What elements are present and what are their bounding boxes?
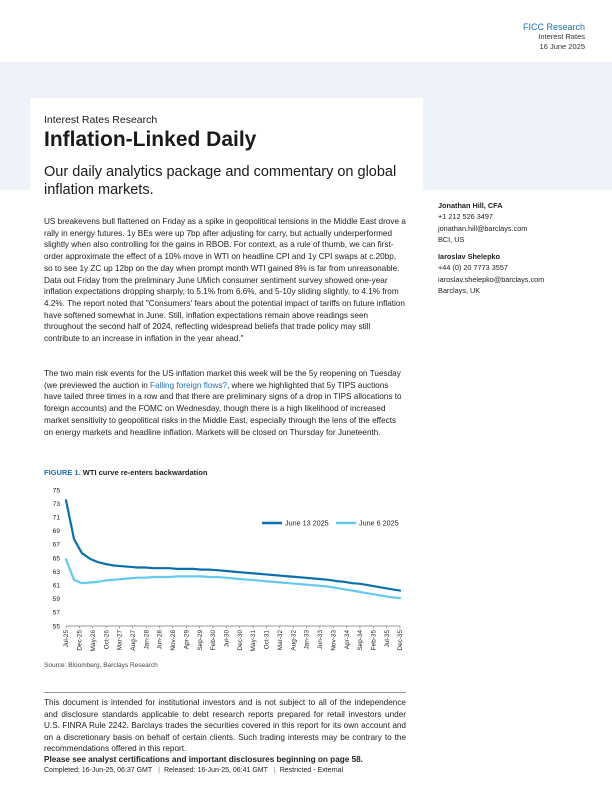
x-tick-label: Nov-28 [170, 630, 178, 651]
x-tick-label: Jan-33 [303, 630, 311, 650]
wti-curve-chart [44, 482, 406, 660]
x-tick-label: Jul-35 [383, 630, 391, 648]
x-tick-label: Dec-35 [397, 630, 405, 651]
analyst-contacts [438, 200, 588, 302]
x-tick-label: Sep-29 [196, 630, 204, 651]
x-tick-label: Aug-27 [130, 630, 137, 651]
x-tick-label: Apr-29 [183, 630, 191, 650]
disclaimer: This document is intended for institutional investors and is not subject to all of the independence and disclosure standards applicable to debt research reports prepared for retail investors under U.S. FINRA Rule 2242. Barclays trades the securities covered in this report for its own account and on a discretionary basis on behalf of certain clients. Such trading interests may be contrary to the recommendations offered in this report. [44, 698, 406, 754]
figure-caption [44, 468, 207, 477]
paragraph-text: , where we highlighted that 5y TIPS auctions have tailed three times in a row and that there are preliminary signs of a drop in TIPS allocations to foreign accounts) and the FOMC on Wednesday, though there is a high likelihood of increased market sensitivity to geopolitical risks in the Middle East, especially through the lens of the effects on energy markets and headline inflation. Markets will be closed on Thursday for Juneteenth. [44, 380, 402, 437]
figure-number: FIGURE 1. [44, 468, 81, 477]
x-tick-label: Sep-34 [357, 630, 365, 651]
x-tick-label: Oct-26 [103, 630, 111, 650]
page-title: Inflation-Linked Daily [44, 128, 257, 151]
x-tick-label: Feb-30 [210, 630, 218, 651]
header-meta [523, 22, 585, 52]
contact-card [438, 251, 588, 296]
y-tick-label: 75 [52, 487, 60, 495]
analyst-email[interactable]: jonathan.hill@barclays.com [438, 223, 528, 233]
figure-title: WTI curve re-enters backwardation [82, 468, 208, 477]
restriction-label: Restricted - External [279, 767, 344, 774]
analyst-phone: +44 (0) 20 7773 3557 [438, 263, 508, 273]
body-paragraph-1: US breakevens bull flattened on Friday as a spike in geopolitical tensions in the Middle East drove a rally in energy futures. 1y BEs were up 7bp after adjusting for carry, but actually underperformed slightly when also controlling for the gains in RBOB. For context, as a rule of thumb, we can first-order approximate the effect of a 10% move in WTI on headline CPI and 1y CPI swaps at c.20bp, so to see 1y ZC up 12bp on the day when prompt month WTI gained 8% is far from unreasonable. Data out Friday from the preliminary June UMich consumer sentiment survey showed one-year inflation expectations dropping sharply, to 5.1% from 6.6%, and 5-10y sliding slightly, to 4.1% from 4.2%. The report noted that "Consumers' fears about the potential impact of tariffs on future inflation have softened somewhat in June. Still, inflation expectations remain above readings seen throughout the second half of 2024, reflecting widespread beliefs that trade policy may still contribute to an increase in inflation in the year ahead." [44, 217, 406, 344]
body-paragraph-2 [44, 368, 406, 438]
x-tick-label: May-31 [250, 630, 258, 652]
x-tick-label: Jun-33 [317, 630, 325, 650]
x-tick-label: Oct-31 [263, 630, 271, 650]
certification-notice: Please see analyst certifications and important disclosures beginning on page 58. [44, 755, 363, 764]
y-tick-label: 71 [52, 514, 60, 522]
y-tick-label: 65 [52, 555, 60, 563]
x-tick-label: Jul-25 [63, 630, 71, 648]
y-tick-label: 55 [52, 623, 60, 631]
series-label: Interest Rates Research [44, 114, 158, 126]
x-tick-label: Apr-34 [343, 630, 351, 650]
paragraph-text: The two main risk events for the US inflation market this week will be the 5y reopening on Tuesday (we previewed the auction in [44, 369, 401, 390]
x-tick-label: Mar-27 [116, 630, 124, 651]
separator: | [158, 767, 160, 774]
y-tick-label: 59 [52, 596, 60, 604]
y-tick-label: 69 [52, 528, 60, 536]
legend-label: June 6 2025 [359, 518, 399, 528]
completed-stamp: Completed: 16-Jun-25, 06:37 GMT [44, 767, 153, 774]
separator: | [273, 767, 276, 774]
x-tick-label: Aug-32 [290, 630, 298, 651]
y-tick-label: 57 [52, 609, 60, 617]
x-tick-label: Jan-28 [143, 630, 151, 650]
series-line-1 [66, 500, 400, 590]
analyst-entity: BCI, US [438, 234, 465, 244]
topic-label: Interest Rates [538, 32, 585, 41]
y-tick-label: 67 [52, 541, 60, 549]
x-tick-label: Mar-32 [276, 630, 284, 651]
analyst-phone: +1 212 526 3497 [438, 212, 493, 222]
y-tick-label: 61 [52, 582, 60, 590]
contact-card [438, 200, 588, 245]
page-subtitle: Our daily analytics package and commentary on global inflation markets. [44, 164, 397, 198]
date-label: 16 June 2025 [539, 42, 585, 51]
legend-label: June 13 2025 [285, 518, 329, 528]
x-tick-label: Jul-30 [223, 630, 231, 648]
x-tick-label: Feb-35 [370, 630, 378, 651]
analyst-entity: Barclays, UK [438, 286, 481, 296]
analyst-name: Iaroslav Shelepko [438, 252, 501, 262]
x-tick-label: Nov-33 [330, 630, 338, 651]
x-tick-label: Dec-30 [236, 630, 244, 651]
x-tick-label: Dec-25 [76, 630, 84, 651]
released-stamp: Released: 16-Jun-25, 06:41 GMT [164, 767, 268, 774]
analyst-email[interactable]: iaroslav.shelepko@barclays.com [438, 274, 545, 284]
figure-source: Source: Bloomberg, Barclays Research [44, 662, 158, 669]
divider [44, 692, 406, 693]
y-tick-label: 73 [52, 500, 60, 508]
division-label: FICC Research [522, 22, 585, 32]
x-tick-label: Jun-28 [156, 630, 164, 650]
analyst-name: Jonathan Hill, CFA [438, 201, 503, 210]
y-tick-label: 63 [52, 568, 60, 576]
report-link[interactable]: Falling foreign flows? [150, 380, 227, 390]
x-tick-label: May-26 [89, 630, 97, 652]
footer [44, 767, 349, 774]
